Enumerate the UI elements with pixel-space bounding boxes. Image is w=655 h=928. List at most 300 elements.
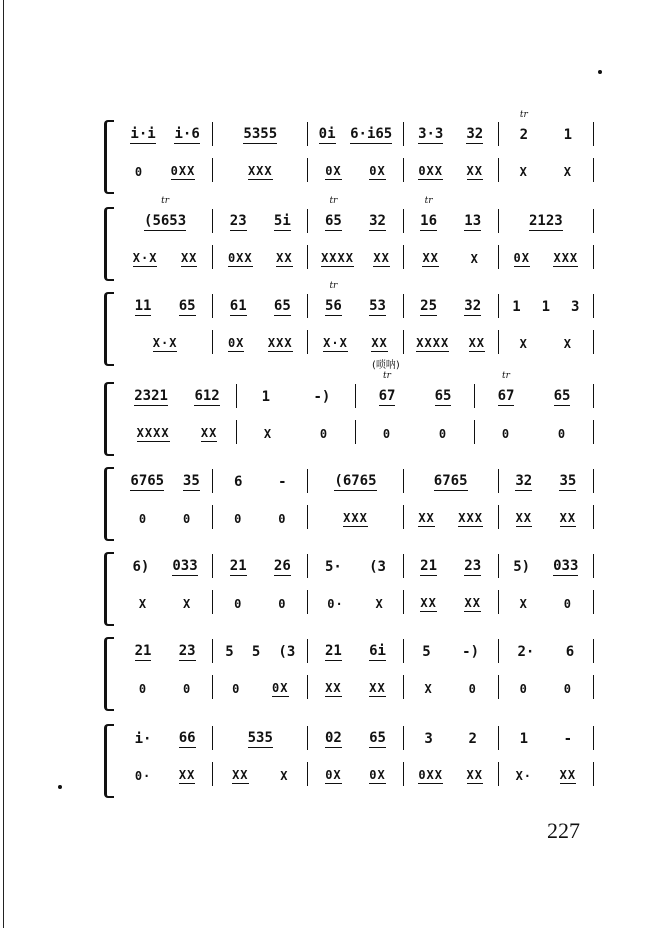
jianpu-notes: 53 [369,298,386,314]
percussion-notes: 0XX [418,164,443,178]
jianpu-notes: 61 [229,298,247,314]
percussion-staff [118,330,594,354]
note-group [225,645,233,663]
percussion-notes: 0 [563,682,572,696]
trill-mark: tr [502,371,510,381]
jianpu-notes: 21 [229,558,247,574]
percussion-notes: 0X [369,164,386,178]
percussion-notes: X [470,252,479,266]
note-group [571,300,579,318]
percussion-notes: XX [178,768,196,782]
percussion-notes: X [280,769,289,783]
jianpu-notes: 3·3 [418,126,444,142]
rhythm-group [183,683,191,699]
rhythm-group [558,428,566,444]
jianpu-notes: 56 tr [324,281,342,314]
trill-mark: tr [519,110,528,120]
percussion-measure [118,330,213,354]
trill-mark: tr [383,371,391,381]
rhythm-group [383,428,391,444]
jianpu-notes: 1 [541,299,551,315]
rhythm-group [469,683,477,699]
note-group [468,732,476,750]
percussion-notes: 0 [183,682,192,696]
percussion-notes: 0 [234,512,243,526]
note-group [135,732,152,750]
percussion-notes: XX [180,251,198,265]
percussion-notes: XX [369,681,386,695]
jianpu-notes: 1 [261,389,271,405]
percussion-measure [308,590,403,614]
percussion-notes: 0XX [227,251,253,265]
jianpu-notes: 32 [369,213,386,229]
percussion-notes: XXX [343,511,368,525]
melody-measure [213,122,308,146]
jianpu-notes: 6765 [130,473,165,489]
system-brace [104,382,114,456]
jianpu-notes: 66 [178,730,196,746]
percussion-notes: 0X [227,336,245,350]
percussion-measure [499,245,594,269]
rhythm-group [553,252,578,267]
percussion-notes: 0X [272,681,289,695]
percussion-notes: X [519,597,528,611]
jianpu-notes: 32 [464,298,482,314]
percussion-measure [404,245,499,269]
percussion-notes: XXX [267,336,293,350]
percussion-notes: 0X [513,251,530,265]
melody-measure [404,639,499,663]
note-group [418,127,443,144]
melody-measure [213,726,308,750]
percussion-notes: 0X [325,768,342,782]
percussion-notes: 0 [234,597,243,611]
note-group [420,559,437,576]
percussion-notes: 0 [138,512,148,526]
jianpu-notes: 6i [369,643,386,659]
melody-measure [308,196,403,233]
note-group [252,645,260,663]
percussion-notes: 0 [519,682,528,696]
percussion-notes: XXX [458,511,483,525]
percussion-notes: XXXX [136,426,170,440]
note-group [435,389,452,406]
melody-measure [308,122,403,146]
trill-mark: tr [161,196,170,206]
jianpu-notes: 21 [324,643,342,659]
percussion-measure [499,762,594,786]
note-group [262,390,270,408]
note-group [350,127,392,144]
note-group [194,389,219,406]
rhythm-group [325,769,341,784]
percussion-measure [213,505,308,529]
percussion-notes: XX [418,511,435,525]
jianpu-notes: 3 [424,731,433,747]
percussion-notes: XX [468,336,486,350]
score-system [104,635,594,710]
rhythm-group [234,598,242,614]
percussion-notes: X [563,165,572,179]
melody-measure [308,639,403,663]
note-group [466,127,483,144]
jianpu-notes: (3 [278,644,296,660]
note-group [174,127,199,144]
melody-staff [118,726,594,750]
note-group [243,127,277,144]
note-group [278,645,295,663]
rhythm-group [420,597,436,612]
melody-measure [118,554,213,578]
note-group [334,474,376,491]
rhythm-group [502,428,510,444]
percussion-notes: XX [422,251,439,265]
percussion-notes: XX [373,251,390,265]
note-group [420,196,438,231]
system-brace [104,467,114,541]
rhythm-group [327,598,343,614]
note-group [130,474,164,491]
percussion-measure [237,420,356,444]
melody-staff [118,371,594,408]
jianpu-notes: -) [462,644,480,660]
note-group [274,559,291,576]
rhythm-group [560,512,576,527]
jianpu-notes: - [278,474,287,490]
jianpu-notes: 16 tr [420,196,438,229]
note-group [135,644,152,661]
percussion-notes: X·X [132,251,158,265]
percussion-staff [118,590,594,614]
melody-measure [499,110,594,146]
rhythm-group [560,769,576,784]
percussion-measure [404,590,499,614]
melody-measure [404,196,499,233]
rhythm-group [179,769,195,784]
note-group [183,474,200,491]
note-group [324,281,342,316]
percussion-notes: XX [559,768,577,782]
melody-measure [499,639,594,663]
percussion-measure [118,420,237,444]
rhythm-group [369,165,385,180]
jianpu-notes: 26 [273,558,291,574]
jianpu-notes: 32 [466,126,484,142]
percussion-measure [308,505,403,529]
jianpu-notes: i· [134,731,152,747]
score-system [104,196,594,280]
melody-staff [118,196,594,233]
rhythm-group [371,337,387,352]
note-group [422,645,430,663]
rhythm-group [234,513,242,529]
percussion-measure [213,762,308,786]
percussion-measure [499,158,594,182]
jianpu-notes: i·6 [174,126,200,142]
note-group [325,644,342,661]
percussion-notes: 0 [563,597,572,611]
percussion-notes: XX [200,426,218,440]
note-group [324,196,342,231]
note-group [144,196,187,231]
system-brace [104,552,114,626]
jianpu-notes: 1 [519,731,529,747]
melody-measure [499,209,594,233]
percussion-notes: X [263,427,273,441]
percussion-notes: XX [276,251,293,265]
page-edge-line [3,0,4,928]
percussion-notes: X·X [323,336,348,350]
percussion-notes: 0X [325,164,342,178]
jianpu-notes: 5· [324,559,342,575]
rhythm-group [201,427,217,442]
percussion-notes: 0 [468,682,477,696]
melody-measure [213,469,308,493]
rhythm-group [139,513,147,529]
percussion-measure [499,675,594,699]
jianpu-notes: 65 [553,388,571,404]
rhythm-group [323,337,348,352]
note-group [369,299,386,316]
percussion-notes: X [563,337,572,351]
note-group [230,559,247,576]
trill-mark: tr [424,196,433,206]
jianpu-notes: i·i [130,126,156,142]
percussion-measure [308,245,403,269]
rhythm-group [464,597,480,612]
jianpu-notes: 23 [178,643,196,659]
note-group [464,559,481,576]
rhythm-group [232,683,240,699]
percussion-staff [118,505,594,529]
jianpu-notes: 1 [512,299,521,315]
rhythm-group [564,166,572,182]
note-group [517,645,534,663]
rhythm-group [564,598,572,614]
jianpu-notes: 5355 [243,126,278,142]
percussion-notes: XX [371,336,388,350]
note-group [520,732,528,750]
rhythm-group [133,252,158,267]
rhythm-group [276,252,292,267]
melody-measure [118,469,213,493]
note-group [325,731,342,748]
jianpu-notes: 32 [515,473,533,489]
jianpu-notes: 6 [234,474,243,490]
percussion-notes: XXX [247,164,273,178]
percussion-notes: XXX [553,251,579,265]
note-group [424,732,432,750]
percussion-notes: 0 [278,597,287,611]
rhythm-group [516,770,532,786]
percussion-measure [356,420,475,444]
system-brace [104,724,114,798]
percussion-notes: X [424,682,433,696]
note-group [464,214,481,231]
note-group [513,560,530,578]
note-group [559,474,576,491]
percussion-notes: XX [466,768,483,782]
percussion-notes: 0 [183,512,192,526]
percussion-notes: 0 [278,512,287,526]
melody-measure [237,384,356,408]
note-group [325,560,342,578]
jianpu-notes: 2· [517,644,535,660]
percussion-notes: X [183,597,192,611]
jianpu-notes: 65 [273,298,291,314]
rhythm-group [564,683,572,699]
percussion-measure [213,330,308,354]
note-group [434,474,468,491]
rhythm-group [278,598,286,614]
melody-measure [118,294,213,318]
rhythm-group [343,512,368,527]
jianpu-notes: 6) [132,559,150,575]
jianpu-notes: 02 [324,730,342,746]
melody-staff [118,110,594,146]
jianpu-notes: - [563,731,573,747]
note-group [130,127,155,144]
rhythm-group [416,337,449,352]
rhythm-group [183,598,191,614]
rhythm-group [228,252,253,267]
percussion-staff [118,245,594,269]
percussion-measure [308,762,403,786]
percussion-notes: 0 [134,165,144,179]
jianpu-notes: 23 [464,558,482,574]
jianpu-notes: 6 [565,644,575,660]
percussion-notes: XX [466,164,483,178]
percussion-notes: X·X [152,336,178,350]
note-group [135,299,152,316]
melody-staff [118,281,594,318]
jianpu-notes: 21 [134,643,152,659]
rhythm-group [228,337,244,352]
percussion-measure [308,158,403,182]
suona-annotation: (唢呐) [372,360,400,371]
note-group [230,214,247,231]
percussion-notes: XX [232,768,249,782]
percussion-notes: 0XX [418,768,443,782]
jianpu-notes: 612 [194,388,220,404]
percussion-notes: X [138,597,148,611]
note-group [553,559,578,576]
melody-measure [308,554,403,578]
jianpu-notes: 25 [420,298,438,314]
note-group [378,371,396,406]
note-group [512,300,520,318]
jianpu-notes: 65 tr [324,196,342,229]
rhythm-group [137,427,170,442]
rhythm-group [280,770,288,786]
percussion-measure [404,762,499,786]
percussion-measure [404,330,499,354]
melody-measure [213,554,308,578]
rhythm-group [232,769,248,784]
rhythm-group [516,512,532,527]
note-group [369,214,386,231]
percussion-notes: 0· [327,597,344,611]
rhythm-group [139,598,147,614]
note-group [554,389,571,406]
rhythm-group [139,683,147,699]
rhythm-group [514,252,530,267]
rhythm-group [272,682,288,697]
jianpu-notes: 6·i65 [350,126,393,142]
note-group [179,644,196,661]
percussion-staff [118,762,594,786]
note-group [134,389,168,406]
melody-measure [118,196,213,233]
page-number: 227 [547,818,580,843]
percussion-measure [404,675,499,699]
jianpu-notes: 5 [422,644,431,660]
percussion-measure [308,675,403,699]
stray-mark [58,785,62,789]
score-system [104,722,594,797]
note-group [519,110,529,146]
note-group [179,299,196,316]
rhythm-group [181,252,197,267]
rhythm-group [458,512,483,527]
system-brace [104,207,114,281]
percussion-notes: 0· [134,769,152,783]
melody-measure [308,469,403,493]
note-group [564,128,572,146]
rhythm-group [369,769,385,784]
melody-staff [118,554,594,578]
score-system [104,281,594,365]
percussion-measure [118,245,213,269]
percussion-notes: 0 [501,427,511,441]
system-brace [104,292,114,366]
score-system [104,110,594,193]
percussion-notes: XX [559,511,577,525]
trill-mark: tr [329,281,338,291]
note-group [369,731,386,748]
jianpu-notes: (6765 [334,473,377,489]
percussion-measure [213,245,308,269]
percussion-notes: X [519,337,528,351]
rhythm-group [520,338,528,354]
jianpu-notes: 6765 [433,473,468,489]
melody-measure [118,384,237,408]
rhythm-group [467,165,483,180]
percussion-notes: 0 [138,682,148,696]
note-group [420,299,437,316]
melody-measure [499,294,594,318]
rhythm-group [183,513,191,529]
note-group [248,731,273,748]
melody-measure [404,469,499,493]
rhythm-group [564,338,572,354]
percussion-notes: 0 [557,427,567,441]
rhythm-group [375,598,383,614]
melody-measure [404,294,499,318]
note-group [319,127,336,144]
rhythm-group [424,683,432,699]
jianpu-notes: 67 tr [378,371,396,404]
jianpu-notes: 65 [434,388,452,404]
melody-measure [404,726,499,750]
note-group [133,560,150,578]
melody-measure [475,371,594,408]
percussion-measure [308,330,403,354]
rhythm-group [471,253,479,269]
percussion-measure [499,590,594,614]
rhythm-group [135,770,151,786]
rhythm-group [325,682,341,697]
